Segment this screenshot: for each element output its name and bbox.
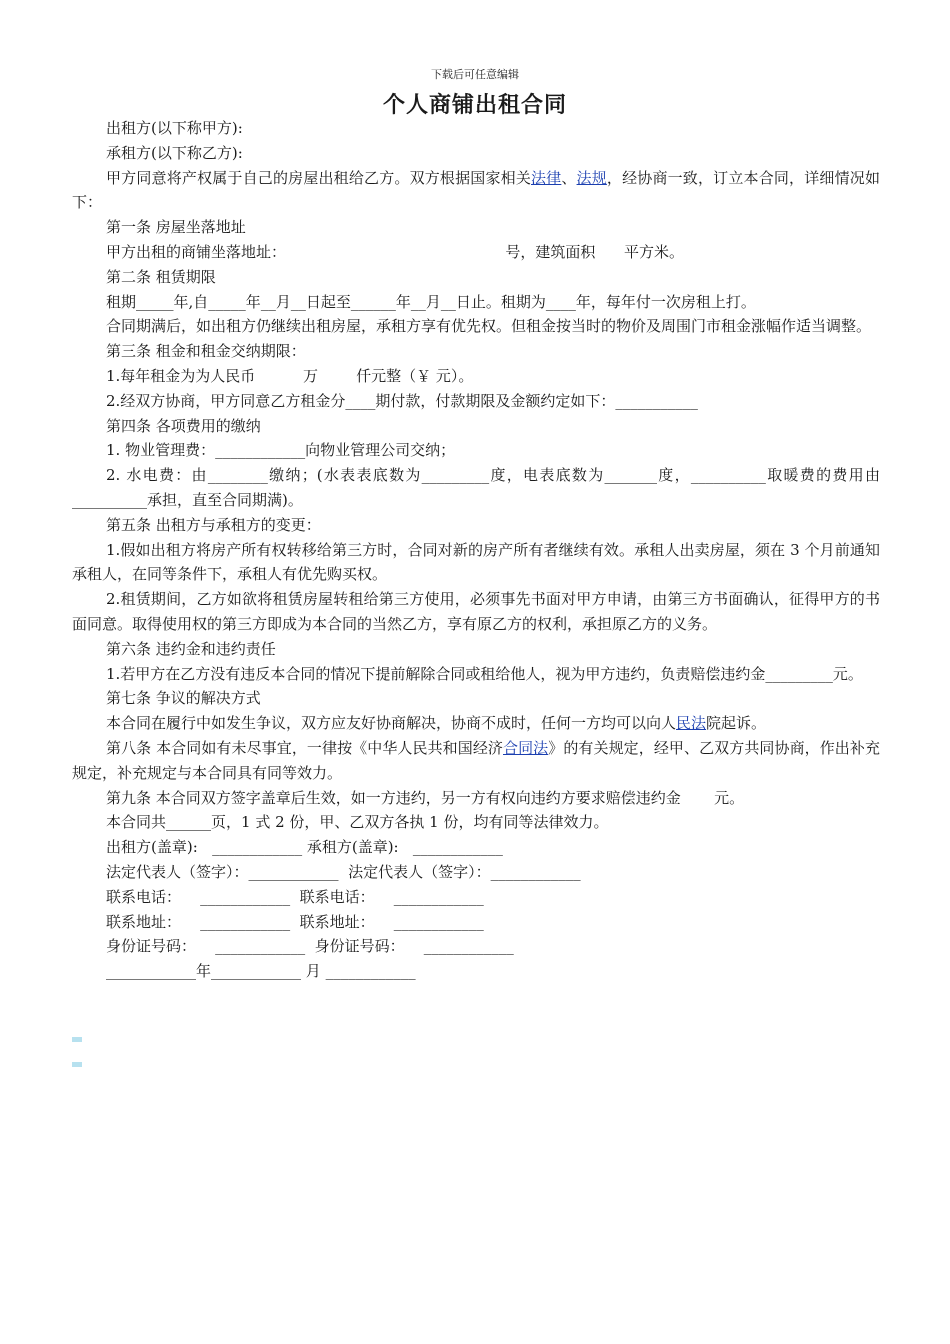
blank-field: _____	[136, 292, 174, 311]
article-3-title: 第三条 租金和租金交纳期限：	[106, 342, 306, 361]
term-text: 年，每年付一次房租上打。	[575, 292, 756, 311]
blank-field: _________	[421, 466, 490, 485]
signature-rep-line	[106, 860, 880, 885]
spacer	[290, 913, 300, 931]
lessee-seal-label: 承租方(盖章):	[302, 838, 404, 857]
supplement-text: 》的有关规定，经甲、乙双方共同协商，作出补充规定，补充规定与本合同具有同等效力。	[72, 738, 880, 782]
blank-field: ______	[350, 292, 396, 311]
article-5-title: 第五条 出租方与承租方的变更：	[106, 515, 321, 534]
id-label: 身份证号码：	[106, 937, 201, 956]
signature-blank: ____________	[393, 912, 484, 931]
blank-field: __	[410, 292, 426, 311]
blank-field: ____	[545, 292, 576, 311]
blank-field: ______	[166, 813, 212, 832]
signature-blank: ____________	[248, 862, 339, 881]
term-text: 年	[395, 292, 411, 311]
fee-text: 度，	[657, 466, 691, 485]
article-5-item-1: 1.假如出租方将房产所有权转移给第三方时，合同对新的房产所有者继续有效。承租人出卖房屋，须在 3 个月前通知承租人，在同等条件下，承租人有优先购买权。	[72, 540, 880, 584]
article-1-title: 第一条 房屋坐落地址	[106, 218, 246, 237]
signature-blank: ____________	[215, 937, 306, 956]
intro-separator: 、	[561, 168, 577, 187]
article-4-item-1	[72, 438, 880, 463]
contract-body	[72, 116, 880, 984]
document-title: 个人商铺出租合同	[382, 93, 567, 118]
article-2-title: 第二条 租赁期限	[106, 267, 216, 286]
rent-text: 2.经双方协商，甲方同意乙方租金分	[106, 391, 346, 410]
fee-text: 2. 水电费：由	[106, 466, 208, 485]
spacer	[186, 888, 200, 906]
fee-text: 缴纳；(水表表底数为	[267, 466, 422, 485]
intro-paragraph	[72, 166, 880, 216]
blank-field: __	[260, 292, 276, 311]
address-label: 联系地址：	[299, 912, 380, 931]
signature-id-line	[106, 934, 880, 959]
copies-text: 本合同共	[106, 813, 167, 832]
spacer	[203, 838, 213, 856]
term-text: 年	[245, 292, 261, 311]
month-label: 月	[301, 962, 326, 981]
spacer	[379, 888, 393, 906]
lessor-line: 出租方(以下称甲方):	[106, 119, 243, 137]
spacer	[403, 838, 413, 856]
article-7-text	[72, 711, 880, 736]
signature-date-line	[106, 959, 880, 984]
anchor-marker	[72, 1062, 82, 1067]
contract-law-link[interactable]: 合同法	[503, 738, 549, 757]
intro-text: 甲方同意将产权属于自己的房屋出租给乙方。双方根据国家相关	[106, 168, 531, 187]
article-6-item-1	[72, 662, 880, 687]
term-text: 租期	[106, 292, 137, 311]
blank-field: _____	[208, 292, 246, 311]
signature-blank: ____________	[200, 912, 291, 931]
rent-text: 期付款，付款期限及金额约定如下：	[375, 391, 616, 410]
article-4-title: 第四条 各项费用的缴纳	[106, 416, 261, 435]
article-2-renewal: 合同期满后，如出租方仍继续出租房屋，承租方享有优先权。但租金按当时的物价及周围门市租金涨幅作适当调整。	[106, 317, 872, 336]
penalty-text: 1.若甲方在乙方没有违反本合同的情况下提前解除合同或租给他人，视为甲方违约，负责赔偿违约金	[106, 664, 766, 683]
fee-text: 取暖费的费用由	[765, 466, 880, 485]
term-text: 日起至	[305, 292, 351, 311]
blank-field: _______	[604, 466, 658, 485]
article-4-item-2	[72, 463, 880, 513]
signature-address-line	[106, 910, 880, 935]
blank-field: ________	[207, 466, 268, 485]
spacer	[409, 937, 423, 955]
penalty-text: 元。	[832, 664, 863, 683]
phone-label: 联系电话：	[299, 887, 380, 906]
term-text: 月	[425, 292, 441, 311]
term-text: 日止。租期为	[455, 292, 546, 311]
blank-field: ____	[345, 391, 376, 410]
signature-blank: ____________	[212, 838, 303, 857]
article-5-item-2: 2.租赁期间，乙方如欲将租赁房屋转租给第三方使用，必须事先书面对甲方申请，由第三方书面确认，征得甲方的书面同意。取得使用权的第三方即成为本合同的当然乙方，享有原乙方的权利，承担原乙方的义务。	[72, 590, 880, 633]
dispute-text: 院起诉。	[706, 714, 767, 733]
phone-label: 联系电话：	[106, 887, 186, 906]
blank-field: __________	[72, 490, 147, 509]
anchor-marker	[72, 1037, 82, 1042]
blank-field: ____________	[215, 441, 306, 460]
term-text: 年,自	[173, 292, 209, 311]
article-7-title: 第七条 争议的解决方式	[106, 689, 261, 708]
article-2-term	[72, 290, 880, 315]
article-3-item-1: 1.每年租金为为人民币 万 仟元整（￥ 元）。	[106, 366, 474, 385]
blank-field: ___________	[615, 391, 698, 410]
article-8-text	[72, 736, 880, 786]
spacer	[339, 863, 349, 881]
dispute-text: 本合同在履行中如发生争议，双方应友好协商解决，协商不成时，任何一方均可以向人	[106, 714, 677, 733]
signature-blank: ____________	[412, 838, 503, 857]
article-9-text: 第九条 本合同双方签字盖章后生效，如一方违约，另一方有权向违约方要求赔偿违约金 元。	[106, 788, 745, 807]
copies-line	[72, 810, 880, 835]
blank-field: __________	[690, 466, 766, 485]
spacer	[305, 937, 315, 955]
date-blank: ____________	[211, 962, 302, 981]
signature-blank: ____________	[423, 937, 514, 956]
date-blank: ____________	[106, 962, 196, 981]
regulation-link[interactable]: 法规	[576, 168, 607, 187]
blank-field: _________	[765, 664, 833, 683]
lessor-seal-label: 出租方(盖章):	[106, 838, 203, 857]
spacer	[201, 937, 215, 955]
signature-blank: ____________	[393, 887, 484, 906]
spacer	[186, 913, 200, 931]
id-label: 身份证号码：	[314, 937, 410, 956]
law-link[interactable]: 法律	[531, 168, 562, 187]
lessee-line: 承租方(以下称乙方):	[106, 143, 243, 162]
signature-seal-line	[106, 835, 880, 860]
fee-text: 承担，直至合同期满)。	[147, 490, 303, 509]
header-note: 下载后可任意编辑	[431, 68, 519, 81]
blank-field: __	[440, 292, 456, 311]
spacer	[290, 888, 300, 906]
article-1-address: 甲方出租的商铺坐落地址： 号，建筑面积 平方米。	[106, 242, 684, 261]
signature-phone-line	[106, 885, 880, 910]
article-6-title: 第六条 违约金和违约责任	[106, 639, 276, 658]
year-label: 年	[196, 962, 212, 981]
article-3-item-2	[72, 389, 880, 414]
date-blank: ____________	[325, 962, 416, 981]
spacer	[379, 913, 393, 931]
fee-text: 1. 物业管理费：	[106, 441, 216, 460]
copies-text: 页，1 式 2 份，甲、乙双方各执 1 份，均有同等法律效力。	[211, 813, 609, 832]
civil-law-link[interactable]: 民法	[676, 714, 707, 733]
blank-field: __	[290, 292, 306, 311]
rep-label: 法定代表人（签字）：	[106, 862, 249, 881]
fee-text: 向物业管理公司交纳；	[305, 441, 456, 460]
signature-blank: ____________	[200, 887, 291, 906]
term-text: 月	[275, 292, 291, 311]
address-label: 联系地址：	[106, 912, 186, 931]
supplement-text: 第八条 本合同如有未尽事宜，一律按《中华人民共和国经济	[106, 738, 503, 757]
fee-text: 度，电表底数为	[489, 466, 605, 485]
intro-text-end: ，经协商一致，订立本合同，详细情况如下：	[72, 168, 880, 212]
rep-label: 法定代表人（签字）：	[348, 862, 491, 881]
signature-blank: ____________	[490, 862, 581, 881]
